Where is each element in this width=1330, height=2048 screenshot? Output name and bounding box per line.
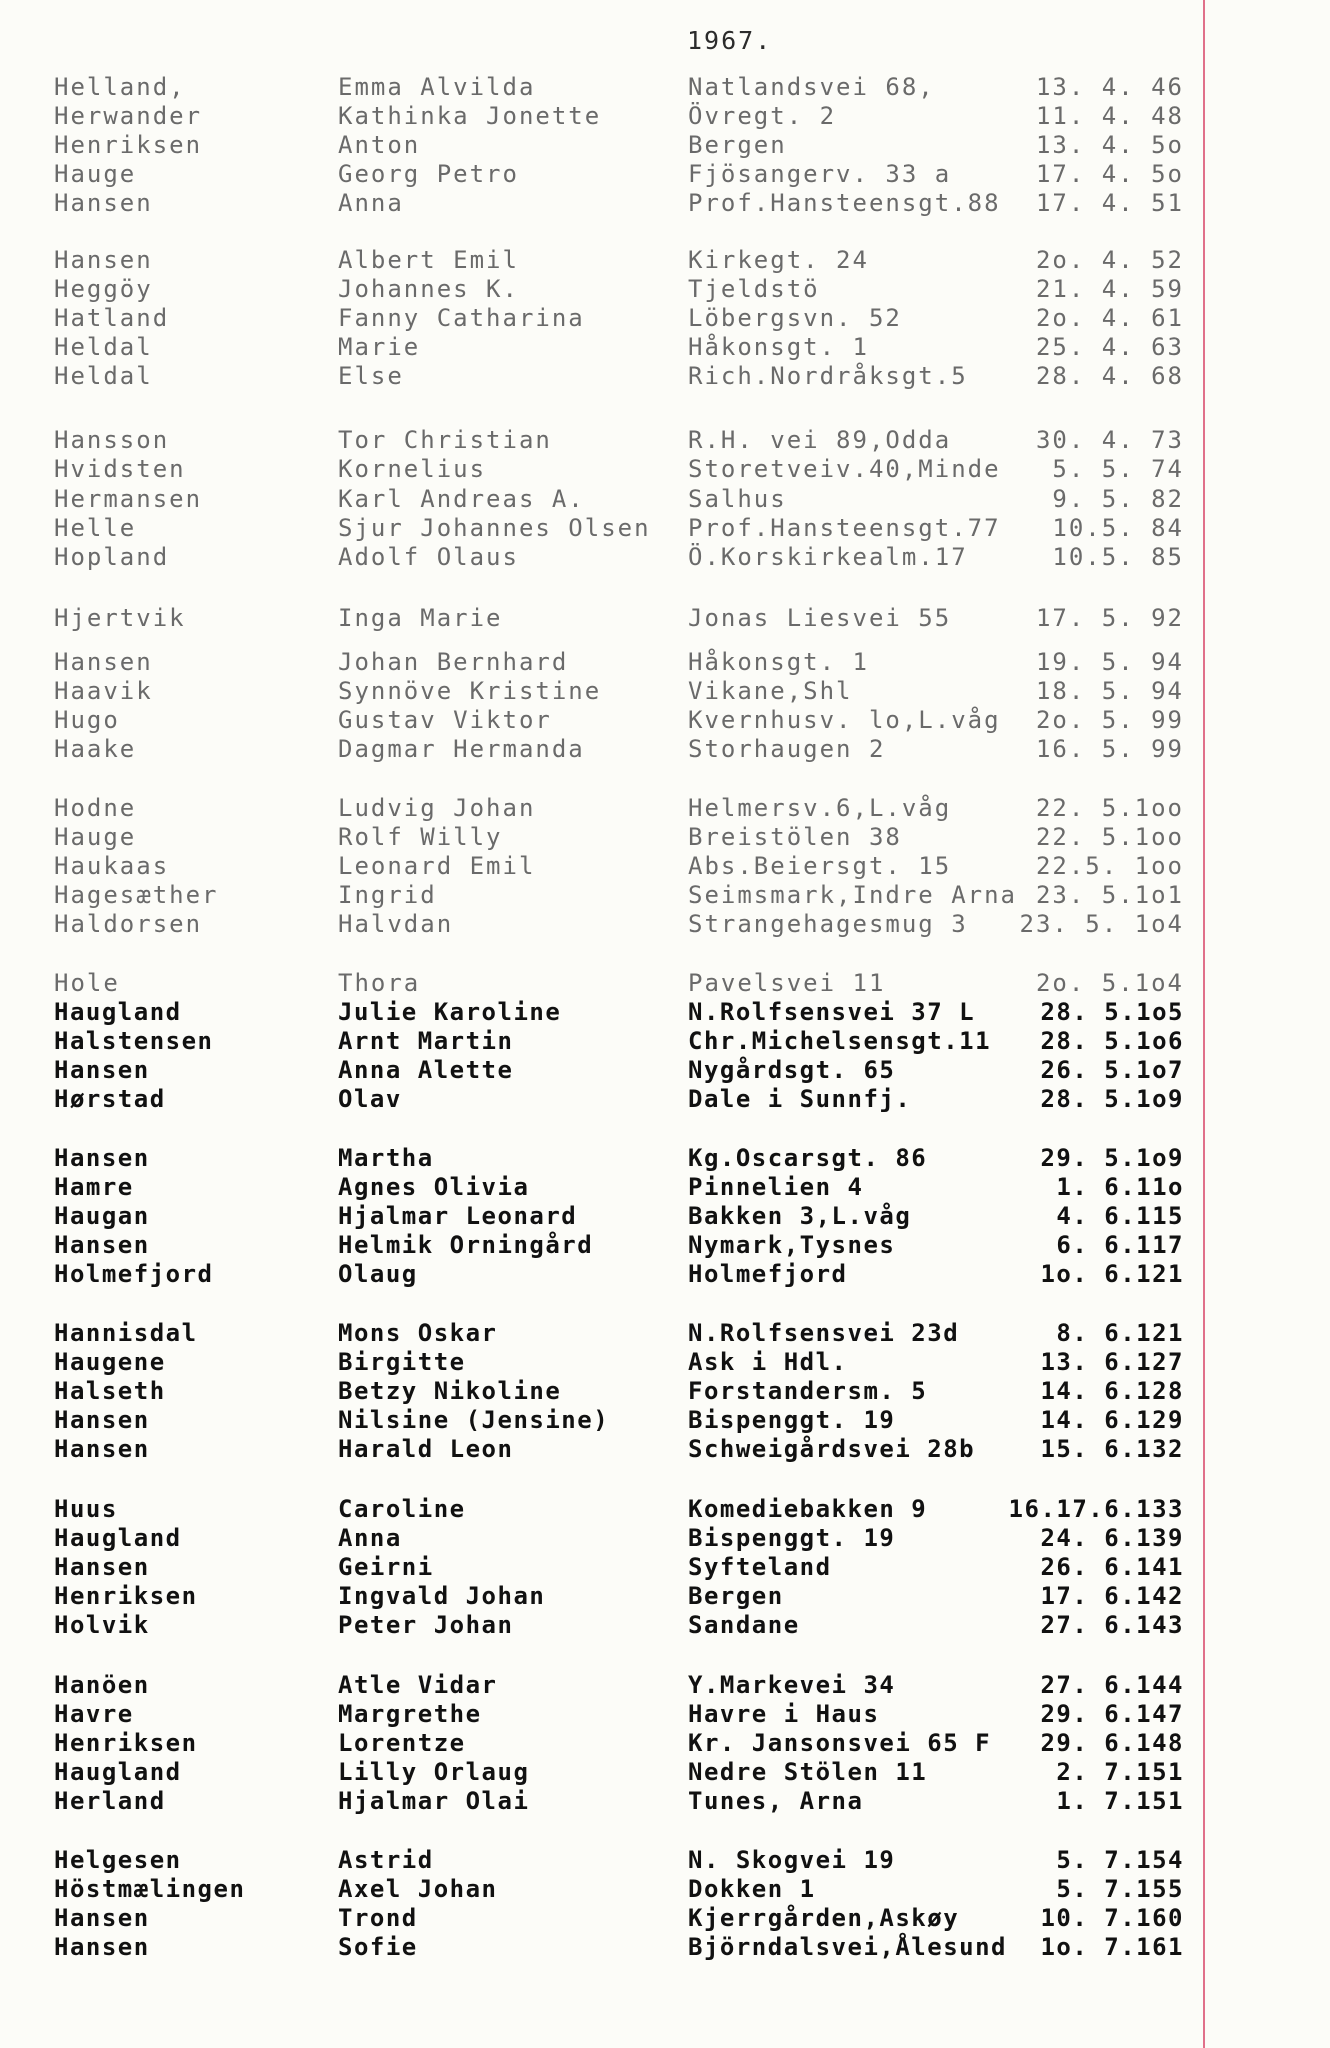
given-name-cell: Birgitte <box>338 1348 466 1376</box>
given-name-cell: Lorentze <box>338 1729 466 1757</box>
surname-cell: Huus <box>54 1495 118 1523</box>
register-row <box>0 1259 1200 1289</box>
register-row <box>0 822 1200 852</box>
date-number-cell: 1. 6.11o <box>1056 1173 1184 1201</box>
date-number-cell: 17. 4. 5o <box>1035 160 1184 188</box>
register-row <box>0 1728 1200 1758</box>
given-name-cell: Johan Bernhard <box>338 648 569 676</box>
date-number-cell: 2o. 4. 61 <box>1035 304 1184 332</box>
given-name-cell: Julie Karoline <box>338 998 562 1026</box>
surname-cell: Hatland <box>54 304 170 332</box>
date-number-cell: 24. 6.139 <box>1040 1524 1184 1552</box>
surname-cell: Hansen <box>54 1056 150 1084</box>
address-cell: Ö.Korskirkealm.17 <box>688 543 968 571</box>
address-cell: Bakken 3,L.våg <box>688 1202 912 1230</box>
surname-cell: Heggöy <box>54 275 153 303</box>
register-row <box>0 968 1200 998</box>
address-cell: Helmersv.6,L.våg <box>688 794 952 822</box>
given-name-cell: Dagmar Hermanda <box>338 735 585 763</box>
address-cell: Nygårdsgt. 65 <box>688 1056 896 1084</box>
given-name-cell: Ludvig Johan <box>338 794 536 822</box>
address-cell: Abs.Beiersgt. 15 <box>688 852 952 880</box>
given-name-cell: Synnöve Kristine <box>338 677 602 705</box>
date-number-cell: 26. 6.141 <box>1040 1553 1184 1581</box>
date-number-cell: 2. 7.151 <box>1056 1758 1184 1786</box>
given-name-cell: Ingrid <box>338 881 437 909</box>
register-row <box>0 274 1200 304</box>
register-row <box>0 793 1200 823</box>
surname-cell: Haugene <box>54 1348 166 1376</box>
surname-cell: Hannisdal <box>54 1319 198 1347</box>
surname-cell: Hansen <box>54 1406 150 1434</box>
address-cell: Bispenggt. 19 <box>688 1406 896 1434</box>
surname-cell: Hvidsten <box>54 455 186 483</box>
given-name-cell: Georg Petro <box>338 160 519 188</box>
given-name-cell: Anna Alette <box>338 1056 514 1084</box>
date-number-cell: 21. 4. 59 <box>1035 275 1184 303</box>
surname-cell: Haake <box>54 735 137 763</box>
register-row <box>0 425 1200 455</box>
date-number-cell: 23. 5.1o1 <box>1035 881 1184 909</box>
surname-cell: Hansen <box>54 189 153 217</box>
given-name-cell: Sjur Johannes Olsen <box>338 514 651 542</box>
register-row <box>0 1376 1200 1406</box>
margin-line <box>1203 0 1205 2048</box>
date-number-cell: 29. 5.1o9 <box>1040 1144 1184 1172</box>
surname-cell: Hopland <box>54 543 170 571</box>
given-name-cell: Adolf Olaus <box>338 543 519 571</box>
date-number-cell: 19. 5. 94 <box>1035 648 1184 676</box>
date-number-cell: 13. 6.127 <box>1040 1348 1184 1376</box>
address-cell: Pinnelien 4 <box>688 1173 864 1201</box>
surname-cell: Haugland <box>54 1758 182 1786</box>
date-number-cell: 14. 6.129 <box>1040 1406 1184 1434</box>
date-number-cell: 1o. 7.161 <box>1040 1933 1184 1961</box>
given-name-cell: Hjalmar Olai <box>338 1787 530 1815</box>
surname-cell: Herwander <box>54 102 203 130</box>
date-number-cell: 29. 6.148 <box>1040 1729 1184 1757</box>
given-name-cell: Margrethe <box>338 1700 482 1728</box>
address-cell: Breistölen 38 <box>688 823 902 851</box>
register-row <box>0 1581 1200 1611</box>
address-cell: Forstandersm. 5 <box>688 1377 928 1405</box>
date-number-cell: 5. 5. 74 <box>1052 455 1184 483</box>
register-row <box>0 332 1200 362</box>
date-number-cell: 13. 4. 5o <box>1035 131 1184 159</box>
given-name-cell: Rolf Willy <box>338 823 503 851</box>
surname-cell: Hugo <box>54 706 120 734</box>
surname-cell: Hansen <box>54 1933 150 1961</box>
register-row <box>0 1201 1200 1231</box>
address-cell: Komediebakken 9 <box>688 1495 928 1523</box>
register-row <box>0 361 1200 391</box>
date-number-cell: 28. 4. 68 <box>1035 362 1184 390</box>
address-cell: Löbergsvn. 52 <box>688 304 902 332</box>
address-cell: Havre i Haus <box>688 1700 880 1728</box>
date-number-cell: 1o. 6.121 <box>1040 1260 1184 1288</box>
register-row <box>0 851 1200 881</box>
address-cell: Chr.Michelsensgt.11 <box>688 1027 992 1055</box>
date-number-cell: 10.5. 85 <box>1052 543 1184 571</box>
register-row <box>0 1230 1200 1260</box>
given-name-cell: Ingvald Johan <box>338 1582 546 1610</box>
given-name-cell: Hjalmar Leonard <box>338 1202 578 1230</box>
surname-cell: Hansson <box>54 426 170 454</box>
given-name-cell: Thora <box>338 969 421 997</box>
register-row <box>0 72 1200 102</box>
given-name-cell: Arnt Martin <box>338 1027 514 1055</box>
surname-cell: Hole <box>54 969 120 997</box>
register-row <box>0 880 1200 910</box>
register-row <box>0 1699 1200 1729</box>
surname-cell: Hansen <box>54 1435 150 1463</box>
date-number-cell: 14. 6.128 <box>1040 1377 1184 1405</box>
given-name-cell: Tor Christian <box>338 426 552 454</box>
register-row <box>0 1786 1200 1816</box>
address-cell: Kg.Oscarsgt. 86 <box>688 1144 928 1172</box>
address-cell: Kvernhusv. lo,L.våg <box>688 706 1001 734</box>
address-cell: Strangehagesmug 3 <box>688 910 968 938</box>
register-row <box>0 1172 1200 1202</box>
date-number-cell: 27. 6.143 <box>1040 1611 1184 1639</box>
register-row <box>0 1347 1200 1377</box>
register-row <box>0 159 1200 189</box>
register-row <box>0 603 1200 633</box>
surname-cell: Hjertvik <box>54 604 186 632</box>
given-name-cell: Kathinka Jonette <box>338 102 602 130</box>
given-name-cell: Olaug <box>338 1260 418 1288</box>
register-row <box>0 1932 1200 1962</box>
register-row <box>0 1434 1200 1464</box>
surname-cell: Helle <box>54 514 137 542</box>
register-row <box>0 1084 1200 1114</box>
surname-cell: Hodne <box>54 794 137 822</box>
register-row <box>0 1757 1200 1787</box>
date-number-cell: 26. 5.1o7 <box>1040 1056 1184 1084</box>
address-cell: Holmefjord <box>688 1260 848 1288</box>
surname-cell: Hanöen <box>54 1671 150 1699</box>
surname-cell: Halstensen <box>54 1027 214 1055</box>
date-number-cell: 18. 5. 94 <box>1035 677 1184 705</box>
register-row <box>0 1845 1200 1875</box>
address-cell: Bergen <box>688 1582 784 1610</box>
surname-cell: Haukaas <box>54 852 170 880</box>
address-cell: Dale i Sunnfj. <box>688 1085 912 1113</box>
address-cell: Nymark,Tysnes <box>688 1231 896 1259</box>
date-number-cell: 23. 5. 1o4 <box>1019 910 1184 938</box>
register-row <box>0 484 1200 514</box>
given-name-cell: Axel Johan <box>338 1875 498 1903</box>
given-name-cell: Emma Alvilda <box>338 73 536 101</box>
address-cell: Håkonsgt. 1 <box>688 333 869 361</box>
address-cell: Vikane,Shl <box>688 677 853 705</box>
surname-cell: Hauge <box>54 160 137 188</box>
surname-cell: Haavik <box>54 677 153 705</box>
surname-cell: Helland, <box>54 73 186 101</box>
address-cell: Håkonsgt. 1 <box>688 648 869 676</box>
surname-cell: Holmefjord <box>54 1260 214 1288</box>
given-name-cell: Kornelius <box>338 455 487 483</box>
address-cell: Bispenggt. 19 <box>688 1524 896 1552</box>
date-number-cell: 1. 7.151 <box>1056 1787 1184 1815</box>
address-cell: Ask i Hdl. <box>688 1348 848 1376</box>
date-number-cell: 15. 6.132 <box>1040 1435 1184 1463</box>
address-cell: Pavelsvei 11 <box>688 969 886 997</box>
register-row <box>0 734 1200 764</box>
given-name-cell: Inga Marie <box>338 604 503 632</box>
date-number-cell: 2o. 5. 99 <box>1035 706 1184 734</box>
surname-cell: Hansen <box>54 1553 150 1581</box>
date-number-cell: 5. 7.155 <box>1056 1875 1184 1903</box>
register-row <box>0 1610 1200 1640</box>
date-number-cell: 16. 5. 99 <box>1035 735 1184 763</box>
register-row <box>0 542 1200 572</box>
given-name-cell: Sofie <box>338 1933 418 1961</box>
address-cell: Övregt. 2 <box>688 102 837 130</box>
given-name-cell: Atle Vidar <box>338 1671 498 1699</box>
given-name-cell: Nilsine (Jensine) <box>338 1406 610 1434</box>
address-cell: Syfteland <box>688 1553 832 1581</box>
given-name-cell: Harald Leon <box>338 1435 514 1463</box>
given-name-cell: Peter Johan <box>338 1611 514 1639</box>
date-number-cell: 22. 5.1oo <box>1035 794 1184 822</box>
surname-cell: Hansen <box>54 1904 150 1932</box>
given-name-cell: Betzy Nikoline <box>338 1377 562 1405</box>
given-name-cell: Gustav Viktor <box>338 706 552 734</box>
address-cell: Jonas Liesvei 55 <box>688 604 952 632</box>
surname-cell: Henriksen <box>54 1729 198 1757</box>
surname-cell: Henriksen <box>54 131 203 159</box>
given-name-cell: Johannes K. <box>338 275 519 303</box>
address-cell: Kirkegt. 24 <box>688 246 869 274</box>
surname-cell: Haugland <box>54 998 182 1026</box>
date-number-cell: 29. 6.147 <box>1040 1700 1184 1728</box>
register-row <box>0 1874 1200 1904</box>
surname-cell: Hørstad <box>54 1085 166 1113</box>
given-name-cell: Anna <box>338 189 404 217</box>
given-name-cell: Else <box>338 362 404 390</box>
surname-cell: Höstmælingen <box>54 1875 246 1903</box>
surname-cell: Haldorsen <box>54 910 203 938</box>
date-number-cell: 13. 4. 46 <box>1035 73 1184 101</box>
date-number-cell: 17. 6.142 <box>1040 1582 1184 1610</box>
given-name-cell: Karl Andreas A. <box>338 485 585 513</box>
address-cell: R.H. vei 89,Odda <box>688 426 952 454</box>
date-number-cell: 11. 4. 48 <box>1035 102 1184 130</box>
date-number-cell: 5. 7.154 <box>1056 1846 1184 1874</box>
address-cell: Kr. Jansonsvei 65 F <box>688 1729 992 1757</box>
date-number-cell: 2o. 5.1o4 <box>1035 969 1184 997</box>
date-number-cell: 22. 5.1oo <box>1035 823 1184 851</box>
address-cell: Schweigårdsvei 28b <box>688 1435 976 1463</box>
given-name-cell: Mons Oskar <box>338 1319 498 1347</box>
date-number-cell: 28. 5.1o5 <box>1040 998 1184 1026</box>
surname-cell: Heldal <box>54 362 153 390</box>
surname-cell: Hansen <box>54 648 153 676</box>
surname-cell: Herland <box>54 1787 166 1815</box>
date-number-cell: 6. 6.117 <box>1056 1231 1184 1259</box>
address-cell: Nedre Stölen 11 <box>688 1758 928 1786</box>
register-row <box>0 1055 1200 1085</box>
register-row <box>0 647 1200 677</box>
surname-cell: Henriksen <box>54 1582 198 1610</box>
register-row <box>0 1026 1200 1056</box>
register-row <box>0 101 1200 131</box>
date-number-cell: 16.17.6.133 <box>1008 1495 1184 1523</box>
register-row <box>0 909 1200 939</box>
surname-cell: Haugan <box>54 1202 150 1230</box>
date-number-cell: 9. 5. 82 <box>1052 485 1184 513</box>
given-name-cell: Martha <box>338 1144 434 1172</box>
address-cell: Tjeldstö <box>688 275 820 303</box>
given-name-cell: Halvdan <box>338 910 454 938</box>
given-name-cell: Lilly Orlaug <box>338 1758 530 1786</box>
register-row <box>0 1318 1200 1348</box>
given-name-cell: Astrid <box>338 1846 434 1874</box>
address-cell: Prof.Hansteensgt.77 <box>688 514 1001 542</box>
date-number-cell: 28. 5.1o9 <box>1040 1085 1184 1113</box>
given-name-cell: Marie <box>338 333 421 361</box>
address-cell: Bergen <box>688 131 787 159</box>
address-cell: Sandane <box>688 1611 800 1639</box>
address-cell: Tunes, Arna <box>688 1787 864 1815</box>
register-row <box>0 1552 1200 1582</box>
surname-cell: Hansen <box>54 1231 150 1259</box>
address-cell: Natlandsvei 68, <box>688 73 935 101</box>
date-number-cell: 28. 5.1o6 <box>1040 1027 1184 1055</box>
address-cell: N.Rolfsensvei 37 L <box>688 998 976 1026</box>
register-row <box>0 1143 1200 1173</box>
surname-cell: Havre <box>54 1700 134 1728</box>
given-name-cell: Anna <box>338 1524 402 1552</box>
page-year: 1967. <box>687 26 773 55</box>
register-row <box>0 130 1200 160</box>
address-cell: Dokken 1 <box>688 1875 816 1903</box>
date-number-cell: 4. 6.115 <box>1056 1202 1184 1230</box>
surname-cell: Hamre <box>54 1173 134 1201</box>
surname-cell: Helgesen <box>54 1846 182 1874</box>
given-name-cell: Albert Emil <box>338 246 519 274</box>
register-row <box>0 676 1200 706</box>
date-number-cell: 27. 6.144 <box>1040 1671 1184 1699</box>
register-row <box>0 303 1200 333</box>
register-row <box>0 705 1200 735</box>
surname-cell: Hagesæther <box>54 881 219 909</box>
register-row <box>0 513 1200 543</box>
address-cell: Y.Markevei 34 <box>688 1671 896 1699</box>
address-cell: Seimsmark,Indre Arna <box>688 881 1017 909</box>
register-row <box>0 1405 1200 1435</box>
date-number-cell: 8. 6.121 <box>1056 1319 1184 1347</box>
address-cell: Prof.Hansteensgt.88 <box>688 189 1001 217</box>
given-name-cell: Leonard Emil <box>338 852 536 880</box>
address-cell: Björndalsvei,Ålesund <box>688 1933 1007 1961</box>
given-name-cell: Olav <box>338 1085 402 1113</box>
date-number-cell: 22.5. 1oo <box>1035 852 1184 880</box>
given-name-cell: Anton <box>338 131 421 159</box>
surname-cell: Halseth <box>54 1377 166 1405</box>
given-name-cell: Agnes Olivia <box>338 1173 530 1201</box>
date-number-cell: 10.5. 84 <box>1052 514 1184 542</box>
surname-cell: Heldal <box>54 333 153 361</box>
date-number-cell: 30. 4. 73 <box>1035 426 1184 454</box>
register-row <box>0 454 1200 484</box>
date-number-cell: 17. 4. 51 <box>1035 189 1184 217</box>
address-cell: Rich.Nordråksgt.5 <box>688 362 968 390</box>
register-row <box>0 1903 1200 1933</box>
address-cell: Salhus <box>688 485 787 513</box>
address-cell: Fjösangerv. 33 a <box>688 160 952 188</box>
surname-cell: Hansen <box>54 1144 150 1172</box>
given-name-cell: Caroline <box>338 1495 466 1523</box>
surname-cell: Haugland <box>54 1524 182 1552</box>
surname-cell: Hermansen <box>54 485 203 513</box>
register-row <box>0 1670 1200 1700</box>
register-row <box>0 1523 1200 1553</box>
address-cell: N.Rolfsensvei 23d <box>688 1319 960 1347</box>
address-cell: Storhaugen 2 <box>688 735 886 763</box>
register-row <box>0 1494 1200 1524</box>
date-number-cell: 10. 7.160 <box>1040 1904 1184 1932</box>
surname-cell: Hauge <box>54 823 137 851</box>
date-number-cell: 17. 5. 92 <box>1035 604 1184 632</box>
address-cell: Kjerrgården,Askøy <box>688 1904 960 1932</box>
date-number-cell: 2o. 4. 52 <box>1035 246 1184 274</box>
surname-cell: Hansen <box>54 246 153 274</box>
given-name-cell: Fanny Catharina <box>338 304 585 332</box>
register-row <box>0 245 1200 275</box>
address-cell: Storetveiv.40,Minde <box>688 455 1001 483</box>
address-cell: N. Skogvei 19 <box>688 1846 896 1874</box>
surname-cell: Holvik <box>54 1611 150 1639</box>
given-name-cell: Helmik Orningård <box>338 1231 594 1259</box>
given-name-cell: Geirni <box>338 1553 434 1581</box>
register-row <box>0 188 1200 218</box>
given-name-cell: Trond <box>338 1904 418 1932</box>
date-number-cell: 25. 4. 63 <box>1035 333 1184 361</box>
register-row <box>0 997 1200 1027</box>
